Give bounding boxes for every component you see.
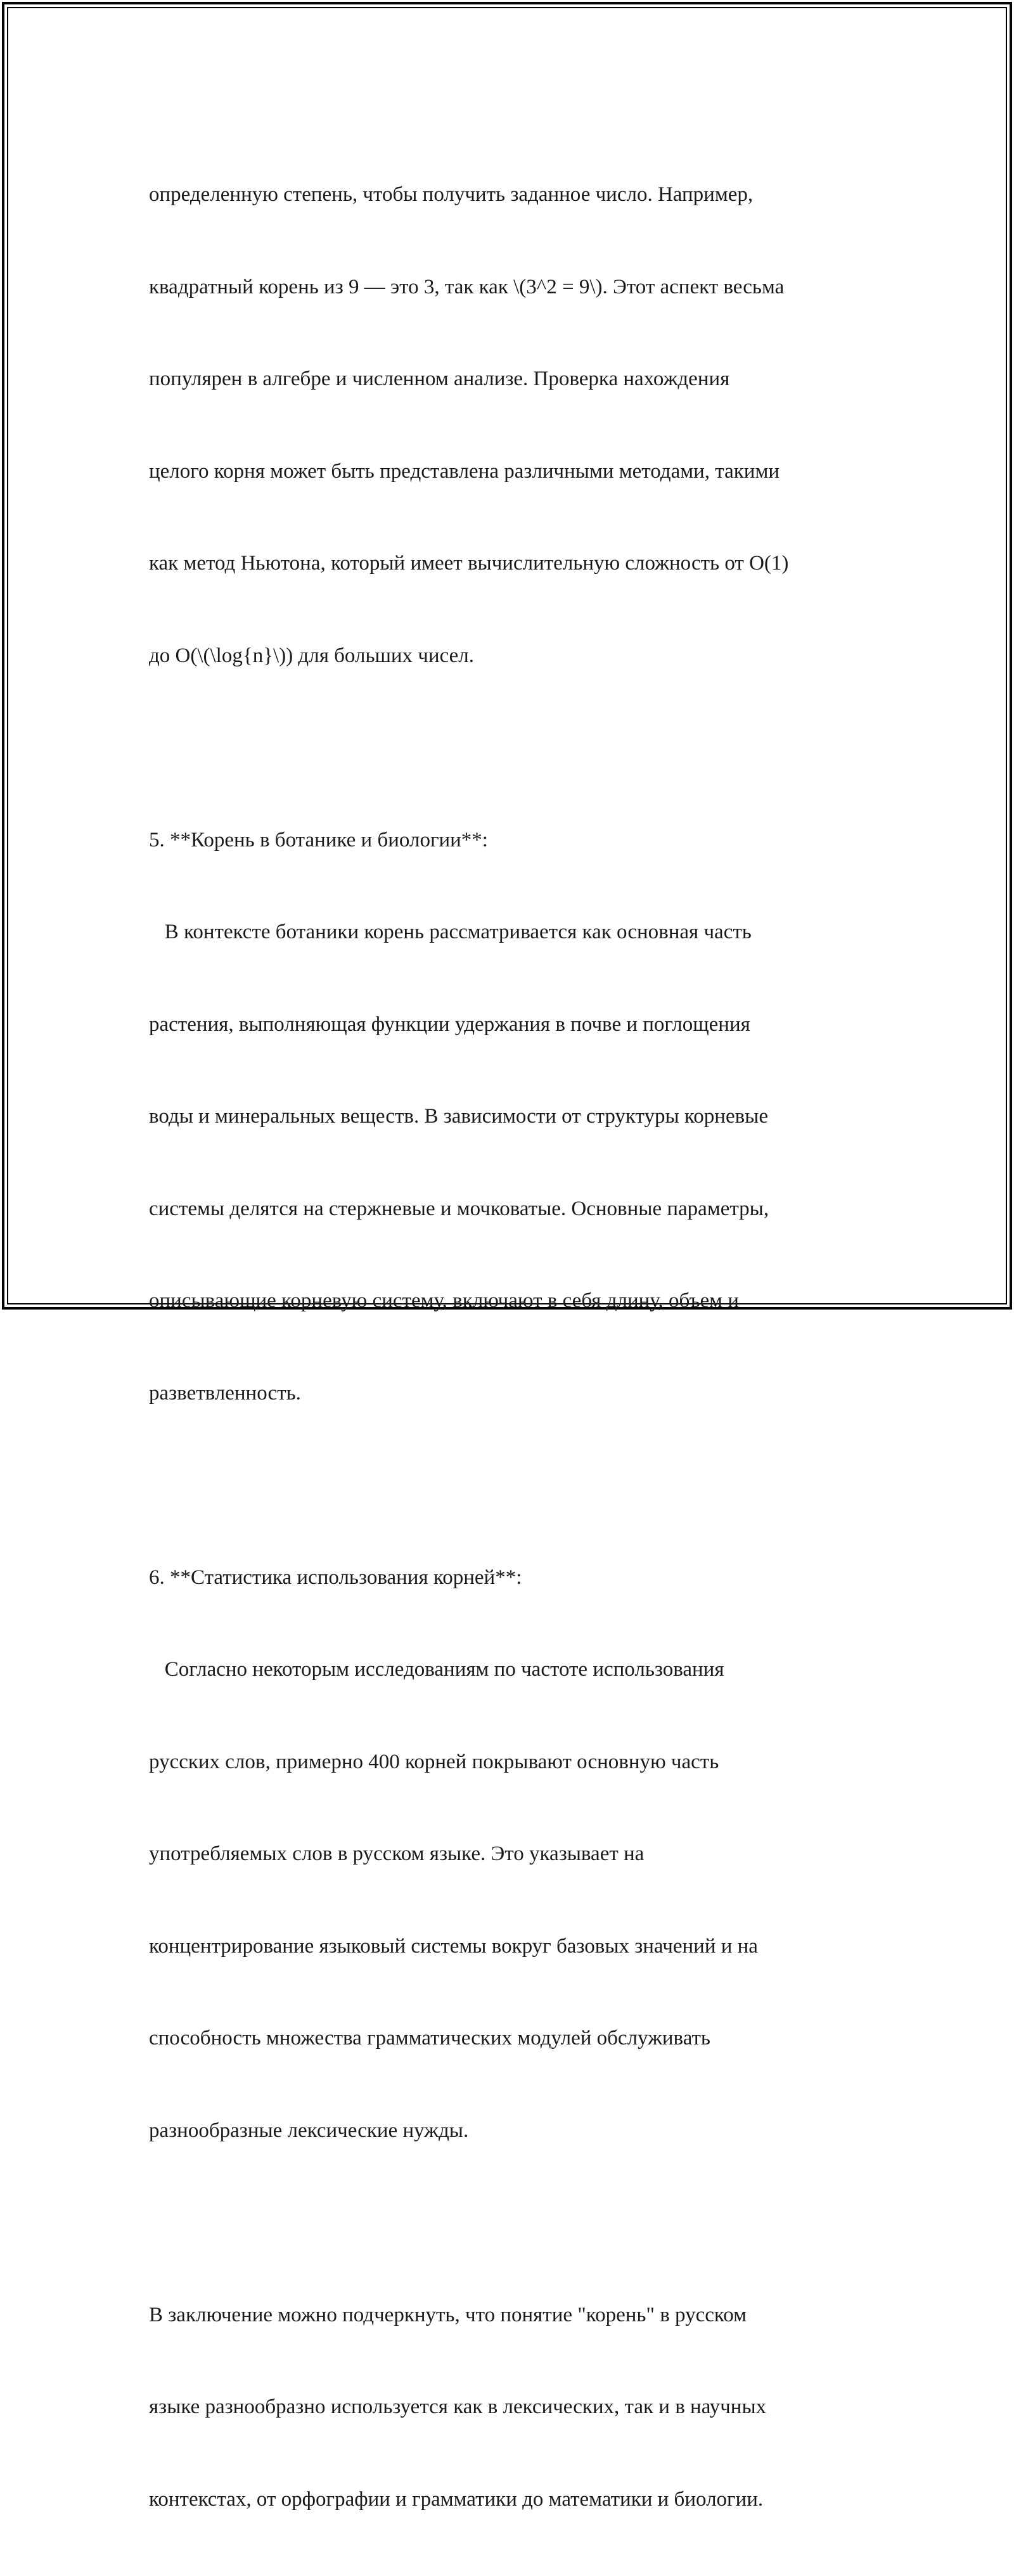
text-line: до O(\(\log{n}\)) для больших чисел. <box>149 641 890 672</box>
paragraph-gap <box>149 2207 890 2238</box>
text-line: воды и минеральных веществ. В зависимости от структуры корневые <box>149 1101 890 1132</box>
paragraph-gap <box>149 732 890 763</box>
section-statistics <box>149 1501 890 2208</box>
paragraph-gap <box>149 1470 890 1501</box>
text-line: системы делятся на стержневые и мочковатые. Основные параметры, <box>149 1194 890 1225</box>
text-line: разветвленность. <box>149 1378 890 1409</box>
paragraph-conclusion <box>149 2238 890 2576</box>
text-line: квадратный корень из 9 — это 3, так как \(3^2 = 9\). Этот аспект весьма <box>149 272 890 303</box>
text-line: как метод Ньютона, который имеет вычислительную сложность от O(1) <box>149 548 890 579</box>
text-line: определенную степень, чтобы получить заданное число. Например, <box>149 179 890 210</box>
text-line: языке разнообразно используется как в лексических, так и в научных <box>149 2392 890 2423</box>
text-line: В контексте ботаники корень рассматривается как основная часть <box>149 917 890 948</box>
text-line: растения, выполняющая функции удержания в почве и поглощения <box>149 1009 890 1040</box>
section-heading: 5. **Корень в ботанике и биологии**: <box>149 825 890 856</box>
text-line: разнообразные лексические нужды. <box>149 2115 890 2146</box>
text-line: русских слов, примерно 400 корней покрывают основную часть <box>149 1747 890 1778</box>
text-line: концентрирование языковый системы вокруг базовых значений и на <box>149 1931 890 1962</box>
document-body <box>149 118 890 2576</box>
text-line: употребляемых слов в русском языке. Это указывает на <box>149 1839 890 1870</box>
text-line: Согласно некоторым исследованиям по частоте использования <box>149 1654 890 1685</box>
text-line: контекстах, от орфографии и грамматики до математики и биологии. <box>149 2484 890 2515</box>
paragraph-intro-continuation <box>149 118 890 732</box>
text-line: описывающие корневую систему, включают в себя длину, объем и <box>149 1285 890 1317</box>
text-line: целого корня может быть представлена различными методами, такими <box>149 456 890 487</box>
text-line: способность множества грамматических модулей обслуживать <box>149 2023 890 2054</box>
text-line: В заключение можно подчеркнуть, что понятие "корень" в русском <box>149 2300 890 2331</box>
text-line: популярен в алгебре и численном анализе. Проверка нахождения <box>149 364 890 395</box>
section-heading: 6. **Статистика использования корней**: <box>149 1562 890 1593</box>
section-botany <box>149 763 890 1470</box>
